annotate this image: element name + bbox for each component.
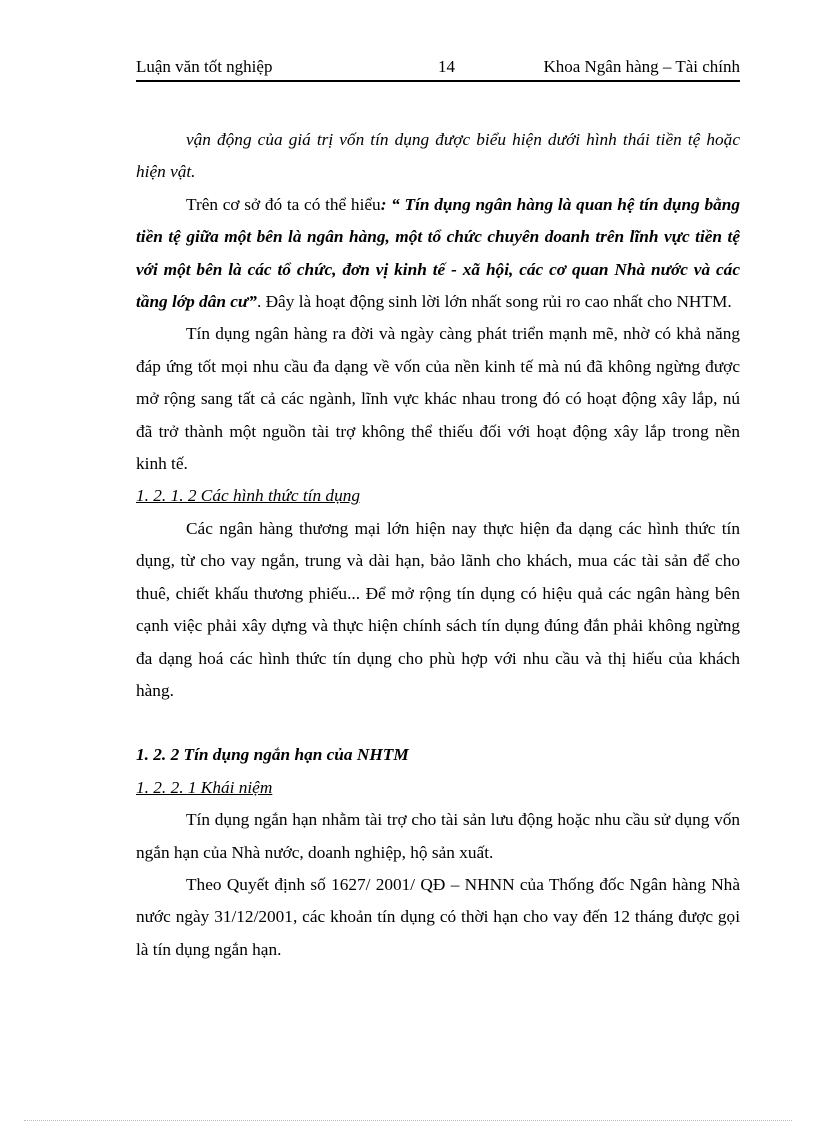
page-bottom-border (24, 1120, 792, 1121)
header-faculty: Khoa Ngân hàng – Tài chính (543, 57, 740, 76)
definition-tail: . Đây là hoạt động sinh lời lớn nhất song rủi ro cao nhất cho NHTM. (256, 292, 732, 312)
paragraph-decision-1627: Theo Quyết định số 1627/ 2001/ QĐ – NHNN của Thống đốc Ngân hàng Nhà nước ngày 31/12/2001, các khoản tín dụng có thời hạn cho vay đến 12 tháng được gọi là tín dụng ngắn hạn. (136, 874, 740, 959)
paragraph-short-term-definition: Tín dụng ngắn hạn nhằm tài trợ cho tài sản lưu động hoặc nhu cầu sử dụng vốn ngắn hạn của Nhà nước, doanh nghiệp, hộ sản xuất. (136, 810, 740, 862)
definition-quote: : “ Tín dụng ngân hàng là quan hệ tín dụng bằng tiền tệ giữa một bên là ngân hàng, một tổ chức chuyên doanh trên lĩnh vực tiền tệ với một bên là các tổ chức, đơn vị kinh tế - xã hội, các cơ quan Nhà nước và các tầng lớp dân cư” (136, 194, 741, 312)
heading-1-2-1-2: 1. 2. 1. 2 Các hình thức tín dụng (136, 486, 360, 506)
heading-1-2-2: 1. 2. 2 Tín dụng ngắn hạn của NHTM (136, 745, 409, 765)
paragraph-credit-forms: Các ngân hàng thương mại lớn hiện nay thực hiện đa dạng các hình thức tín dụng, từ cho vay ngắn, trung và dài hạn, bảo lãnh cho khách, mua các tài sản để cho thuê, chiết khấu thương phiếu... Để mở rộng tín dụng có hiệu quả các ngân hàng bên cạnh việc phải xây dựng và thực hiện chính sách tín dụng đúng đắn phải không ngừng đa dạng hoá các hình thức tín dụng cho phù hợp với nhu cầu và thị hiếu của khách hàng. (136, 518, 740, 700)
paragraph-credit-development: Tín dụng ngân hàng ra đời và ngày càng phát triển mạnh mẽ, nhờ có khả năng đáp ứng tốt mọi nhu cầu đa dạng về vốn của nền kinh tế mà nú đã không ngừng được mở rộng sang tất cả các ngành, lĩnh vực khác nhau trong đó có hoạt động xây lắp, nú đã trở thành một nguồn tài trợ không thể thiếu đối với hoạt động xây lắp trong nền kinh tế. (136, 324, 740, 474)
header-thesis-title: Luận văn tốt nghiệp (136, 57, 273, 76)
spacer (136, 707, 740, 739)
page-header (136, 52, 740, 82)
page-number: 14 (438, 57, 455, 76)
heading-1-2-2-1: 1. 2. 2. 1 Khái niệm (136, 777, 273, 797)
page-body (136, 124, 740, 966)
paragraph-definition (136, 189, 740, 319)
paragraph-continuation: vận động của giá trị vốn tín dụng được biểu hiện dưới hình thái tiền tệ hoặc hiện vật. (136, 130, 740, 182)
definition-lead-in: Trên cơ sở đó ta có thể hiểu (186, 194, 381, 214)
